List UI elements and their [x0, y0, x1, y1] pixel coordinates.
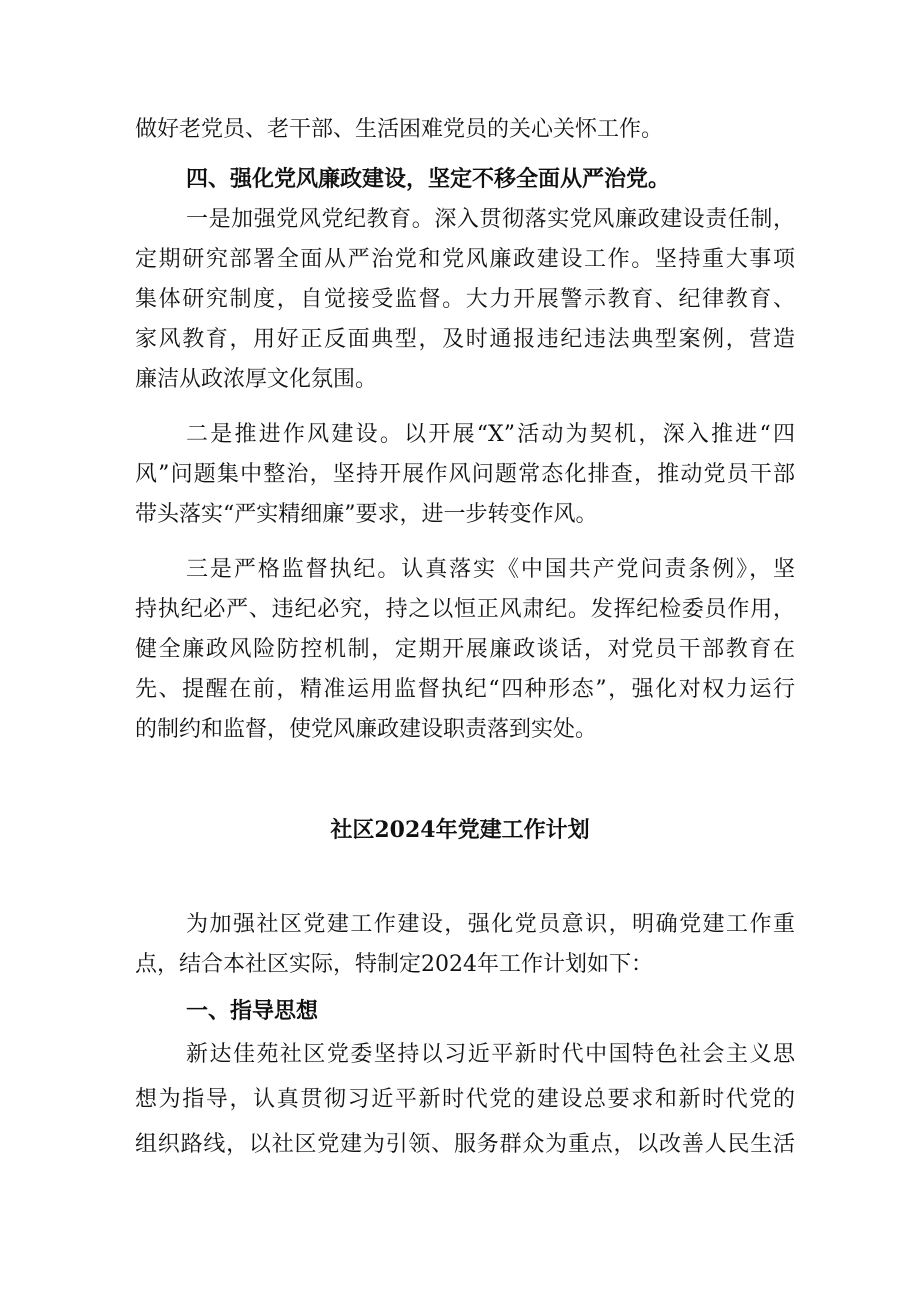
paragraph-line: 做好老党员、老干部、生活困难党员的关心关怀工作。 — [135, 117, 664, 142]
paragraph-line: 风”问题集中整治，坚持开展作风问题常态化排查，推动党员干部 — [135, 462, 795, 487]
paragraph-line: 带头落实“严实精细廉”要求，进一步转变作风。 — [135, 502, 598, 527]
document-title: 社区2024年党建工作计划 — [330, 817, 590, 843]
paragraph-line: 一是加强党风党纪教育。深入贯彻落实党风廉政建设责任制， — [186, 207, 795, 232]
paragraph-line: 定期研究部署全面从严治党和党风廉政建设工作。坚持重大事项 — [135, 247, 795, 272]
section-heading: 一、指导思想 — [186, 999, 319, 1024]
paragraph-line: 持执纪必严、违纪必究，持之以恒正风肃纪。发挥纪检委员作用， — [135, 597, 795, 622]
paragraph-line: 家风教育，用好正反面典型，及时通报违纪违法典型案例，营造 — [135, 327, 795, 352]
paragraph-line: 廉洁从政浓厚文化氛围。 — [135, 367, 378, 392]
paragraph-line: 点，结合本社区实际，特制定2024年工作计划如下： — [135, 952, 653, 977]
paragraph-line: 想为指导，认真贯彻习近平新时代党的建设总要求和新时代党的 — [135, 1087, 795, 1112]
paragraph-line: 二是推进作风建设。以开展“X”活动为契机，深入推进“四 — [186, 422, 795, 447]
paragraph-line: 新达佳苑社区党委坚持以习近平新时代中国特色社会主义思 — [186, 1042, 795, 1067]
paragraph-line: 组织路线，以社区党建为引领、服务群众为重点，以改善人民生活 — [135, 1132, 795, 1157]
paragraph-line: 集体研究制度，自觉接受监督。大力开展警示教育、纪律教育、 — [135, 287, 795, 312]
paragraph-line: 三是严格监督执纪。认真落实《中国共产党问责条例》，坚 — [186, 557, 795, 582]
paragraph-line: 的制约和监督，使党风廉政建设职责落到实处。 — [135, 717, 598, 742]
section-heading: 四、强化党风廉政建设，坚定不移全面从严治党。 — [186, 167, 671, 192]
paragraph-line: 先、提醒在前，精准运用监督执纪“四种形态”，强化对权力运行 — [135, 677, 795, 702]
paragraph-line: 为加强社区党建工作建设，强化党员意识，明确党建工作重 — [186, 912, 795, 937]
paragraph-line: 健全廉政风险防控机制，定期开展廉政谈话，对党员干部教育在 — [135, 637, 795, 662]
